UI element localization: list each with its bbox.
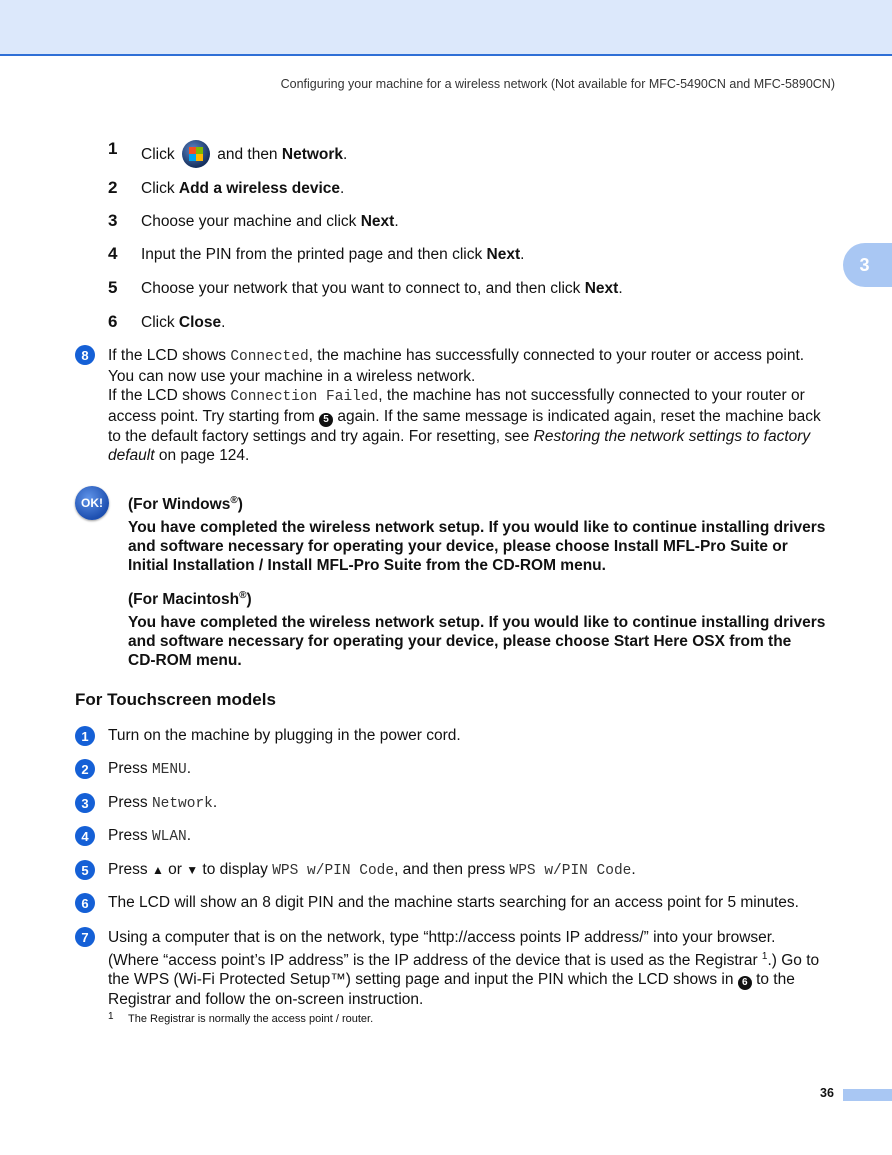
ok-line: You have completed the wireless network setup. If you would like to continue installing drivers [128,519,826,536]
footnote-text: The Registrar is normally the access point / router. [128,1013,374,1025]
step-8-text [108,346,832,465]
substep-end: . [340,180,345,197]
step-8-line: You can now use your machine in a wireless network. [108,368,476,385]
text: access point. Try starting from [108,408,320,425]
substep-text-post: and then [217,146,278,163]
text: again. If the same message is indicated again, reset the machine back [333,408,821,425]
step-text [108,794,217,812]
substep-text [141,280,623,298]
text: . [212,794,218,811]
substep-end: . [394,213,399,230]
text: (Where “access point’s IP address” is the IP address of the device that is used as the Registrar [108,952,762,970]
text: , the machine has successfully connected to your router or access point. [308,347,805,364]
arrow-up-icon: ▲ [151,863,164,877]
substep-number: 5 [108,278,118,297]
text: Press [108,861,152,878]
step-line [108,970,832,990]
step-text [108,760,191,778]
cross-reference-link[interactable]: default [108,446,155,464]
substep-text [141,140,347,168]
text: to the default factory settings and try again. For resetting, see [108,427,534,445]
cross-reference-link[interactable]: Restoring the network settings to factory [533,427,811,445]
step-text [108,827,191,845]
ok-line: You have completed the wireless network setup. If you would like to continue installing drivers [128,614,826,631]
step-8-line [108,386,832,407]
step-number-icon: 5 [75,860,95,880]
lcd-message: Connected [230,349,309,365]
touch-step-7 [108,928,832,1009]
ok-mac-body [128,613,834,670]
ok-line: and software necessary for operating your device, please choose Install MFL-Pro Suite or [128,538,788,555]
step-8-line [108,427,832,446]
step-number-icon: 3 [75,793,95,813]
ok-line: and software necessary for operating your device, please choose Start Here OSX from the [128,633,792,650]
substep-end: . [618,280,623,297]
text: (For Windows [128,496,231,514]
substep-number: 4 [108,244,118,263]
page-bar [843,1089,892,1101]
substep-text [141,213,399,231]
step-number-icon: 2 [75,759,95,779]
substep-number: 1 [108,139,118,158]
header-band [0,0,892,56]
step-text: The LCD will show an 8 digit PIN and the machine starts searching for an access point for 5 minutes. [108,894,799,911]
text: (For Macintosh [128,591,240,609]
step-ref-icon: 6 [738,976,752,990]
page-number: 36 [820,1086,834,1100]
ok-line: CD-ROM menu. [128,652,242,669]
arrow-down-icon: ▼ [186,863,199,877]
substep-bold: Network [281,146,344,163]
substep-text-pre: Click [141,314,179,331]
step-number-icon: 6 [75,893,95,913]
running-head: Configuring your machine for a wireless network (Not available for MFC-5490CN and MFC-5890CN) [280,77,835,91]
substep-number: 3 [108,211,118,230]
substep-text-pre: Choose your network that you want to connect to, and then click [141,280,585,297]
substep-text [141,180,344,198]
step-ref-icon: 5 [319,413,333,427]
text: If the LCD shows [108,387,231,404]
substep-number: 6 [108,312,118,331]
substep-end: . [520,246,525,263]
text: or [163,861,187,878]
lcd-key: MENU [151,762,187,778]
substep-bold: Next [584,280,619,297]
footnote-number: 1 [108,1011,114,1022]
step-text [108,861,636,879]
text: to display [198,861,273,878]
text: . [186,827,192,844]
text: Press [108,794,152,811]
text: Press [108,827,152,844]
chapter-tab: 3 [843,243,892,287]
ok-windows-body [128,518,834,575]
substep-bold: Add a wireless device [178,180,340,197]
lcd-key: WPS w/PIN Code [509,863,632,879]
lcd-key: WLAN [151,829,187,845]
step-8-number-icon: 8 [75,345,95,365]
step-8-line [108,346,832,367]
step-line [108,947,832,970]
substep-number: 2 [108,178,118,197]
text: .) Go to [767,952,820,970]
windows-start-icon [182,140,210,168]
ok-icon: OK! [75,486,109,520]
step-number-icon: 1 [75,726,95,746]
substep-end: . [221,314,226,331]
substep-end: . [343,146,348,163]
registered-mark: ® [239,590,247,601]
substep-text-pre: Click [141,146,175,163]
lcd-key: Network [151,796,213,812]
substep-bold: Close [178,314,222,331]
ok-mac-heading [128,586,834,609]
footnote-ref[interactable]: 1 [761,951,768,962]
step-number-icon: 7 [75,927,95,947]
text: , and then press [394,861,510,878]
lcd-message: Connection Failed [230,389,379,405]
registered-mark: ® [230,495,238,506]
text: If the LCD shows [108,347,231,364]
substep-text [141,314,225,332]
substep-text-pre: Choose your machine and click [141,213,361,230]
text: the WPS (Wi-Fi Protected Setup™) setting page and input the PIN which the LCD shows in [108,971,738,989]
step-line: Registrar and follow the on-screen instruction. [108,990,424,1008]
section-title: For Touchscreen models [75,690,276,709]
ok-windows-heading [128,491,834,514]
text: . [631,861,636,878]
text: ) [237,496,243,514]
substep-text-pre: Input the PIN from the printed page and then click [141,246,487,263]
substep-text [141,246,524,264]
step-number-icon: 4 [75,826,95,846]
step-8-line [108,446,832,465]
lcd-key: WPS w/PIN Code [272,863,395,879]
text: , the machine has not successfully connected to your router or [378,387,805,404]
step-text: Turn on the machine by plugging in the power cord. [108,727,461,744]
text: to the [751,971,795,989]
step-line: Using a computer that is on the network, type “http://access points IP address/” into your browser. [108,929,776,946]
text: ) [246,591,252,609]
substep-bold: Next [486,246,521,263]
text: Press [108,760,152,777]
ok-line: Initial Installation / Install MFL-Pro Suite from the CD-ROM menu. [128,557,606,574]
step-8-line [108,407,832,427]
substep-bold: Next [360,213,395,230]
text: . [186,760,192,777]
substep-text-pre: Click [141,180,179,197]
text: on page 124. [154,446,250,464]
